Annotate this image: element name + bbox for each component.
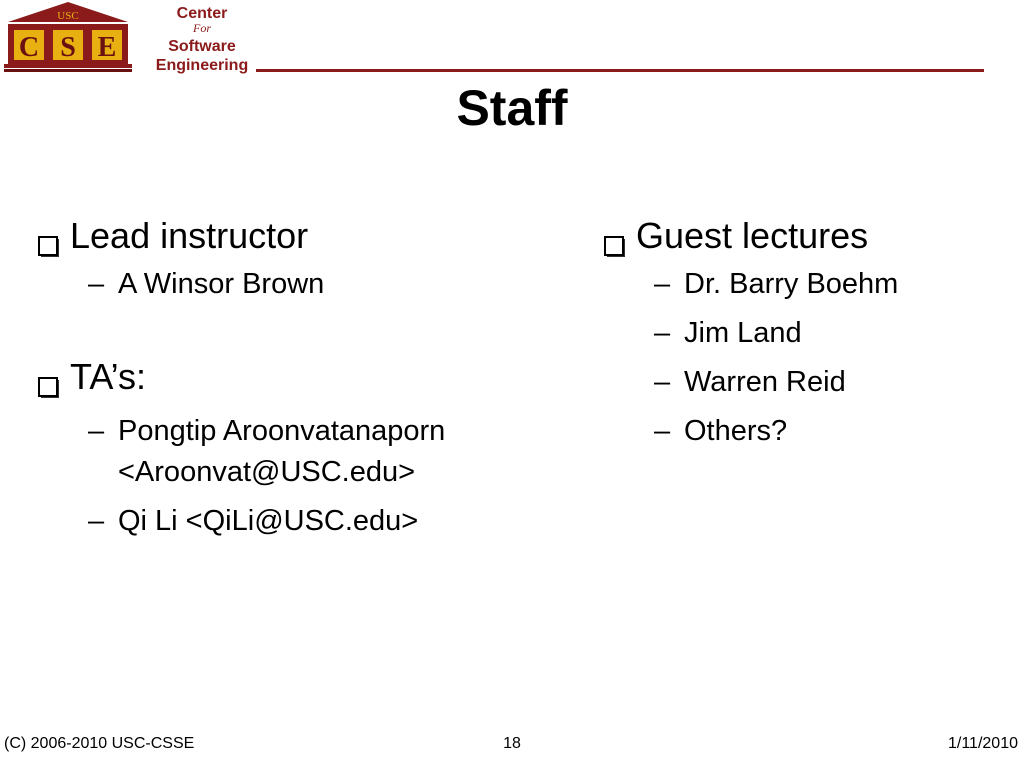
slide-title: Staff (456, 80, 568, 136)
bullet-heading-lead-instructor: Lead instructor (70, 215, 309, 256)
list-item-text: Dr. Barry Boehm (684, 268, 899, 300)
header-rule (256, 69, 984, 72)
logo-usc-text: USC (57, 10, 79, 22)
list-item (38, 411, 528, 493)
list-item-text: A Winsor Brown (118, 268, 325, 300)
en-dash: – (88, 415, 105, 447)
logo-letter-s: S (60, 32, 76, 63)
list-item-text: Warren Reid (684, 366, 846, 398)
logo-text-for: For (193, 21, 211, 35)
footer-copyright: (C) 2006-2010 USC-CSSE (4, 735, 195, 752)
lead-instructor-list (38, 264, 528, 305)
logo-base-step-lower (4, 69, 132, 72)
cse-logo (4, 0, 260, 76)
list-item (38, 264, 528, 305)
en-dash: – (88, 505, 105, 537)
logo-letter-c: C (18, 32, 40, 63)
list-item (604, 313, 1004, 354)
checkbox-icon (38, 224, 62, 248)
logo-text-engineering: Engineering (155, 57, 249, 74)
logo-text-software: Software (168, 38, 236, 55)
logo-text-center: Center (176, 5, 228, 22)
tas-list (38, 411, 528, 542)
logo-base-step (4, 64, 132, 68)
list-item (604, 264, 1004, 305)
en-dash: – (654, 268, 671, 300)
en-dash: – (654, 317, 671, 349)
list-item (604, 411, 1004, 452)
bullet-guest-lectures (604, 212, 1004, 260)
list-item-text: Qi Li <QiLi@USC.edu> (118, 505, 419, 537)
list-item-text: Jim Land (684, 317, 802, 349)
left-column (38, 212, 528, 542)
bullet-lead-instructor (38, 212, 528, 260)
en-dash: – (88, 268, 105, 300)
list-item (38, 501, 528, 542)
en-dash: – (654, 415, 671, 447)
list-item-text: Others? (684, 415, 788, 447)
cse-logo-graphic (4, 0, 260, 76)
bullet-heading-tas: TA’s: (70, 356, 147, 397)
logo-letter-e: E (97, 32, 117, 63)
footer-page-number: 18 (503, 735, 521, 752)
en-dash: – (654, 366, 671, 398)
checkbox-icon (604, 224, 628, 248)
guest-lectures-list (604, 264, 1004, 452)
checkbox-icon (38, 365, 62, 389)
right-column (604, 212, 1004, 452)
list-item-text: Pongtip Aroonvatanaporn <Aroonvat@USC.edu> (118, 415, 446, 488)
footer-date: 1/11/2010 (948, 735, 1018, 752)
bullet-tas (38, 353, 528, 401)
list-item (604, 362, 1004, 403)
bullet-heading-guest-lectures: Guest lectures (636, 215, 869, 256)
